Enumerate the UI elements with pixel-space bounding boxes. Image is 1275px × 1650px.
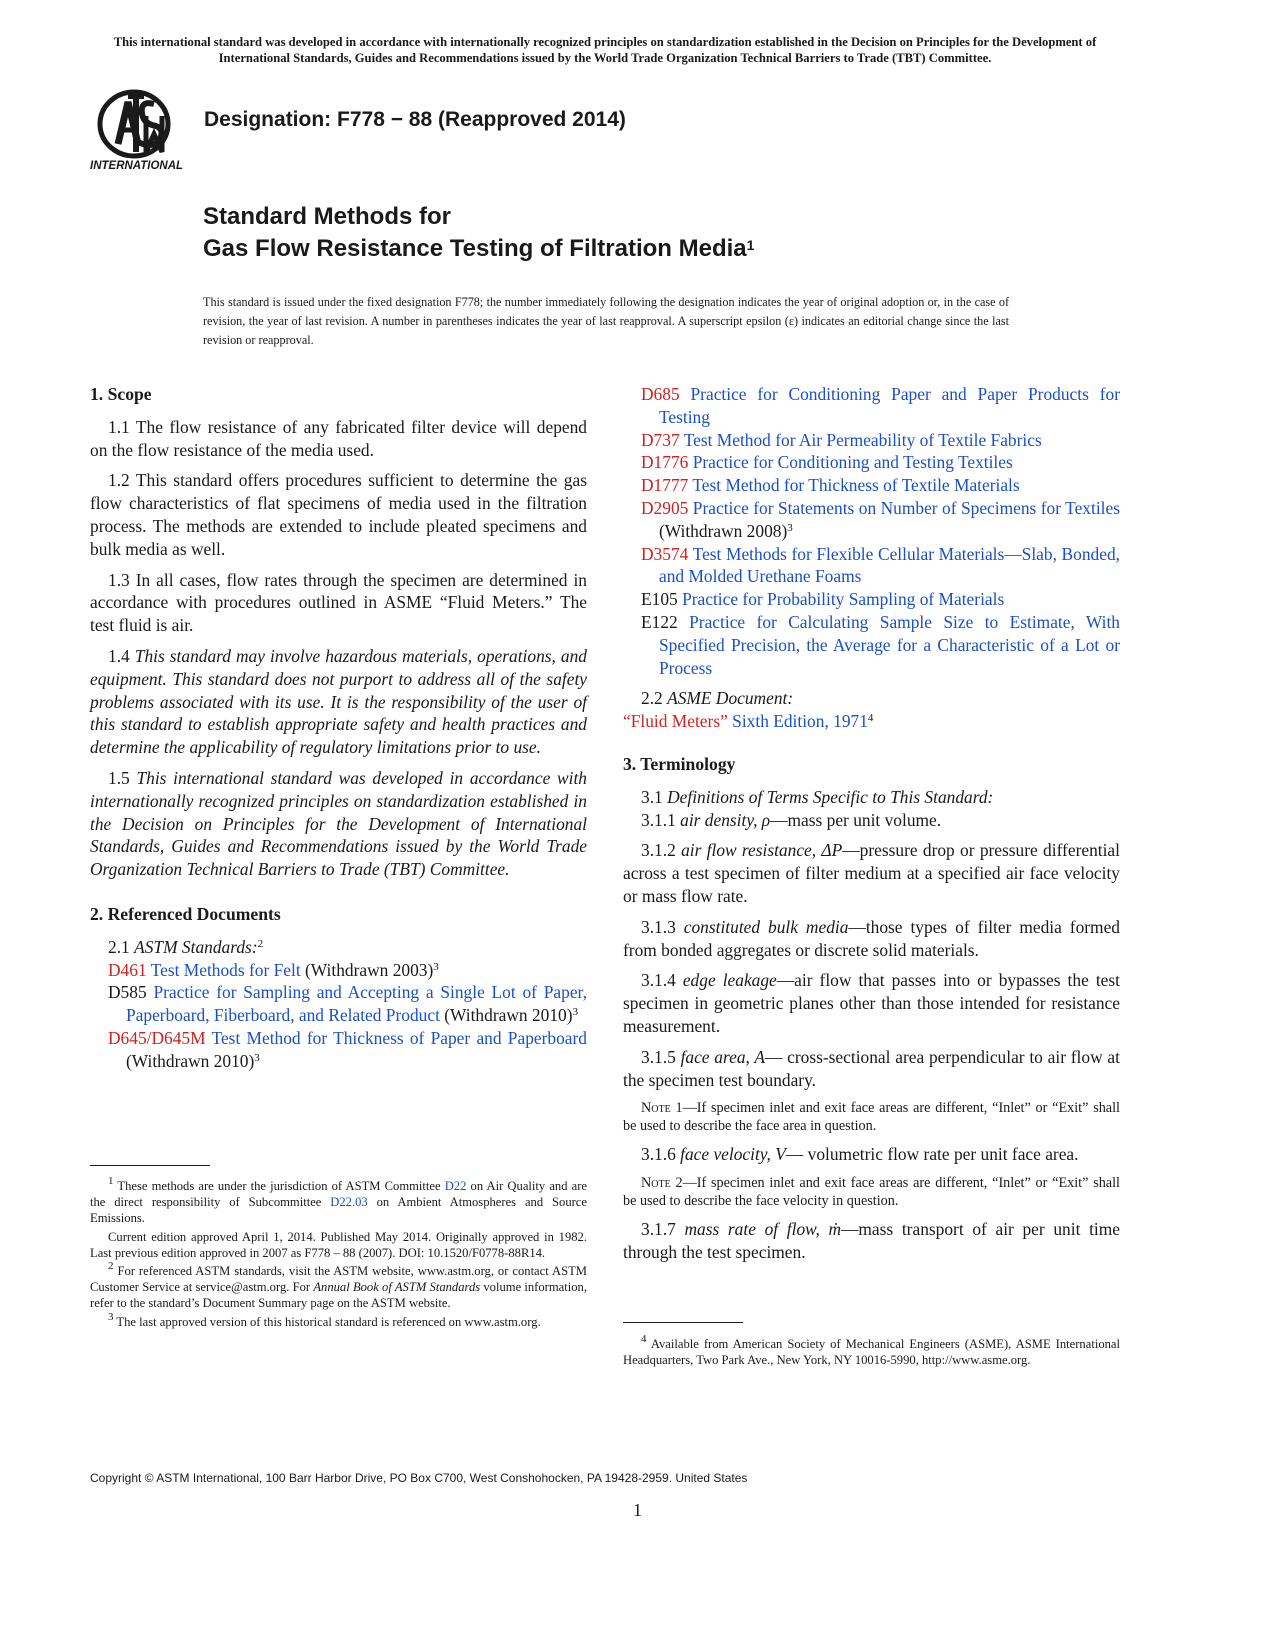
committee-link[interactable]: D22 (444, 1179, 467, 1193)
paragraph-3-1-2 (623, 839, 1120, 907)
paragraph-1-2: 1.2 This standard offers procedures sufficient to determine the gas flow characteristics of flat specimens of media used in the filtration process. The methods are extended to include pleated specimens and bulk media as well. (90, 470, 587, 559)
designation: Designation: F778 − 88 (Reapproved 2014) (204, 108, 626, 131)
footnote-rule-left (90, 1165, 210, 1166)
footnote-marker: 2 (108, 1260, 114, 1273)
reference-code-link[interactable]: D461 (108, 959, 147, 980)
paragraph-number: 3.1.3 (641, 916, 676, 937)
paragraph-number: 2.2 (641, 688, 663, 709)
footnotes-right (623, 1333, 1120, 1370)
reference-code-link[interactable]: D3574 (641, 543, 689, 564)
reference-title-link[interactable]: Practice for Probability Sampling of Materials (682, 589, 1005, 610)
reference-e122 (623, 611, 1120, 679)
copyright-notice: Copyright © ASTM International, 100 Barr Harbor Drive, PO Box C700, West Conshohocken, PA 19428-2959. United States (90, 1471, 748, 1485)
reference-title-link[interactable]: Test Method for Thickness of Textile Materials (692, 475, 1020, 496)
right-column (623, 383, 1120, 1272)
paragraph-3-1-1 (623, 809, 1120, 832)
title-line-2 (203, 235, 754, 263)
paragraph-number: 3.1.7 (641, 1219, 676, 1240)
definition: — volumetric flow rate per unit face area. (785, 1144, 1079, 1165)
paragraph-3-1-7 (623, 1218, 1120, 1264)
paragraph-3-1-3 (623, 916, 1120, 962)
left-column (90, 383, 587, 1073)
footnote-marker: 3 (787, 521, 793, 534)
paragraph-3-1-5 (623, 1046, 1120, 1092)
definition: —air flow that passes into or bypasses the test specimen in geometric planes other than those intended for resistance measurement. (623, 970, 1120, 1036)
reference-note: (Withdrawn 2010) (439, 1005, 573, 1026)
footnote-marker: 2 (257, 937, 264, 950)
definition: —those types of filter media formed from bonded aggregates or discrete solid materials. (623, 916, 1120, 960)
reference-d645 (90, 1027, 587, 1073)
reference-d461 (90, 959, 587, 982)
paragraph-number: 3.1.5 (641, 1046, 676, 1067)
reference-d585 (90, 981, 587, 1027)
reference-d737 (623, 429, 1120, 452)
reference-title-link[interactable]: Practice for Calculating Sample Size to Estimate, With Specified Precision, the Average for a Characteristic of a Lot or Process (659, 611, 1120, 678)
reference-d3574 (623, 543, 1120, 589)
paragraph-3-1-6 (623, 1143, 1120, 1166)
definition: —pressure drop or pressure differential across a test specimen of filter medium at a specified air face velocity or mass flow rate. (623, 840, 1120, 906)
paragraph-text: This international standard was developed in accordance with internationally recognized principles on standardization established in the Decision on Principles for the Development of International Standards, Guides and Recommendations issued by the World Trade Organization Technical Barriers to Trade (TBT) Committee. (90, 767, 587, 880)
footnote-marker: 1 (108, 1175, 114, 1187)
footnote-text: on Air Quality and are the direct responsibility of Subcommittee (90, 1179, 587, 1210)
paragraph-text: Definitions of Terms Specific to This Standard: (667, 786, 994, 807)
term: air density, ρ (680, 809, 771, 830)
paragraph-1-1: 1.1 The flow resistance of any fabricated filter device will depend on the flow resistance of the media used. (90, 416, 587, 460)
paragraph-3-1 (623, 786, 1120, 809)
reference-code: E122 (641, 611, 678, 632)
reference-title-link[interactable]: Practice for Sampling and Accepting a Single Lot of Paper, Paperboard, Fiberboard, and Related Product (126, 982, 587, 1026)
reference-title-link[interactable]: Test Methods for Felt (150, 959, 301, 980)
footnote-1 (90, 1175, 587, 1227)
asme-reference-link[interactable]: “Fluid Meters” (623, 711, 728, 732)
note-text: —If specimen inlet and exit face areas are different, “Inlet” or “Exit” shall be used to describe the face velocity in question. (623, 1175, 1120, 1210)
footnotes-left (90, 1175, 587, 1332)
reference-code: E105 (641, 589, 678, 610)
page-number: 1 (633, 1500, 642, 1520)
reference-code-link[interactable]: D1776 (641, 452, 689, 473)
footnote-text-italic: Annual Book of ASTM Standards (313, 1280, 481, 1295)
reference-note: (Withdrawn 2010) (126, 1050, 255, 1071)
title-text: Gas Flow Resistance Testing of Filtration Media (203, 235, 747, 262)
title-line-1: Standard Methods for (203, 203, 452, 230)
reference-code-link[interactable]: D645/D645M (108, 1027, 206, 1048)
reference-d685 (623, 383, 1120, 429)
term: face velocity, V (680, 1144, 786, 1165)
title-footnote-marker: 1 (746, 237, 755, 253)
definition: — cross-sectional area perpendicular to air flow at the specimen test boundary. (623, 1046, 1120, 1090)
term: mass rate of flow, ṁ (684, 1219, 842, 1240)
reference-title-link[interactable]: Practice for Conditioning Paper and Paper Products for Testing (659, 384, 1120, 427)
footnote-marker: 4 (641, 1333, 647, 1345)
reference-code-link[interactable]: D685 (641, 384, 680, 404)
reference-note: (Withdrawn 2003) (300, 959, 434, 980)
reference-code-link[interactable]: D1777 (641, 475, 689, 496)
astm-logo-icon (88, 86, 198, 172)
note-label: Note 2 (641, 1175, 683, 1192)
paragraph-number: 2.1 (108, 936, 130, 957)
paragraph-text: This standard may involve hazardous materials, operations, and equipment. This standard does not purport to address all of the safety problems associated with its use. It is the responsibility of the user of this standard to establish appropriate safety and health practices and determine the applicability of regulatory limitations prior to use. (90, 645, 587, 758)
reference-code: D585 (108, 982, 147, 1003)
section-heading-terminology: 3. Terminology (623, 753, 736, 774)
reference-code-link[interactable]: D737 (641, 429, 680, 450)
paragraph-2-2 (623, 687, 1120, 710)
footnote-2 (90, 1260, 587, 1312)
paragraph-number: 3.1.4 (641, 970, 676, 991)
footnote-edition: Current edition approved April 1, 2014. Published May 2014. Originally approved in 1982. Last previous edition approved in 2007 as F778 – 88 (2007). DOI: 10.1520/F0778-88R14. (90, 1229, 587, 1260)
footnote-text: The last approved version of this historical standard is referenced on www.astm.org. (113, 1314, 541, 1329)
footnote-text: Available from American Society of Mechanical Engineers (ASME), ASME International Headquarters, Two Park Ave., New York, NY 10016-5990, http://www.asme.org. (623, 1337, 1120, 1368)
footnote-marker: 3 (572, 1006, 579, 1019)
note-label: Note 1 (641, 1100, 683, 1117)
footnote-text: These methods are under the jurisdiction of ASTM Committee (113, 1179, 445, 1193)
reference-title-link[interactable]: Test Methods for Flexible Cellular Materials—Slab, Bonded, and Molded Urethane Foams (659, 543, 1120, 587)
asme-reference (623, 710, 1120, 733)
definition: —mass transport of air per unit time through the test specimen. (623, 1219, 1120, 1262)
note-2 (623, 1174, 1120, 1210)
note-text: —If specimen inlet and exit face areas are different, “Inlet” or “Exit” shall be used to describe the face area in question. (623, 1100, 1120, 1135)
footnote-text: volume information, refer to the standard’s Document Summary page on the ASTM website. (90, 1280, 587, 1311)
footnote-text: on Ambient Atmospheres and Source Emissions. (90, 1195, 587, 1226)
reference-title-link[interactable]: Practice for Conditioning and Testing Textiles (692, 452, 1013, 473)
section-heading-scope: 1. Scope (90, 384, 152, 404)
wto-notice: This international standard was developed in accordance with internationally recognized principles on standardization established in the Decision on Principles for the Development of International Standards, Guides and Recommendations issued by the World Trade Organization Technical Barriers to Trade (TBT) Committee. (113, 35, 1097, 65)
term: air flow resistance, ΔP (681, 840, 843, 861)
issuance-statement: This standard is issued under the fixed designation F778; the number immediately following the designation indicates the year of original adoption or, in the case of revision, the year of last revision. A number in parentheses indicates the year of last reapproval. A superscript epsilon (ε) indicates an editorial change since the last revision or reapproval. (203, 295, 1009, 347)
footnote-marker: 3 (433, 960, 439, 973)
paragraph-number: 1.5 (108, 767, 130, 788)
term: face area, A (680, 1046, 765, 1067)
note-1 (623, 1099, 1120, 1135)
footnote-4 (623, 1333, 1120, 1368)
reference-title-link[interactable]: Test Method for Thickness of Paper and Paperboard (211, 1027, 587, 1048)
footnote-marker: 3 (108, 1310, 114, 1323)
reference-note: (Withdrawn 2008) (659, 520, 788, 541)
definition: —mass per unit volume. (770, 809, 942, 830)
paragraph-3-1-4 (623, 969, 1120, 1037)
paragraph-number: 3.1.1 (641, 809, 676, 830)
reference-d1776 (623, 451, 1120, 474)
section-heading-referenced-documents: 2. Referenced Documents (90, 903, 281, 924)
logo-text: INTERNATIONAL (90, 160, 184, 172)
astm-logo (88, 86, 198, 172)
footnote-marker: 4 (867, 712, 874, 725)
paragraph-number: 3.1.6 (641, 1144, 676, 1165)
paragraph-number: 3.1.2 (641, 840, 676, 861)
subcommittee-link[interactable]: D22.03 (330, 1195, 368, 1210)
paragraph-number: 3.1 (641, 786, 663, 807)
reference-title-link[interactable]: Test Method for Air Permeability of Textile Fabrics (683, 429, 1042, 450)
reference-d1777 (623, 474, 1120, 497)
reference-e105 (623, 588, 1120, 611)
paragraph-text: ASME Document: (667, 688, 794, 709)
term: constituted bulk media (683, 916, 849, 937)
paragraph-1-3: 1.3 In all cases, flow rates through the specimen are determined in accordance with procedures outlined in ASME “Fluid Meters.” The test fluid is air. (90, 569, 587, 636)
footnote-rule-right (623, 1322, 743, 1323)
term: edge leakage (682, 970, 777, 991)
footnote-text: For referenced ASTM standards, visit the ASTM website, www.astm.org, or contact ASTM Customer Service at service@astm.org. For (90, 1264, 587, 1295)
paragraph-number: 1.4 (108, 645, 130, 666)
reference-code-link[interactable]: D2905 (641, 497, 689, 518)
paragraph-text: ASTM Standards: (134, 936, 258, 957)
reference-title-link[interactable]: Practice for Statements on Number of Specimens for Textiles (692, 497, 1120, 518)
footnote-marker: 3 (254, 1051, 260, 1064)
footnote-3 (90, 1310, 587, 1330)
reference-d2905 (623, 497, 1120, 543)
paragraph-1-4 (90, 645, 587, 759)
paragraph-1-5 (90, 767, 587, 881)
asme-reference-edition-link[interactable]: Sixth Edition, 1971 (727, 711, 868, 732)
paragraph-2-1 (90, 936, 587, 959)
